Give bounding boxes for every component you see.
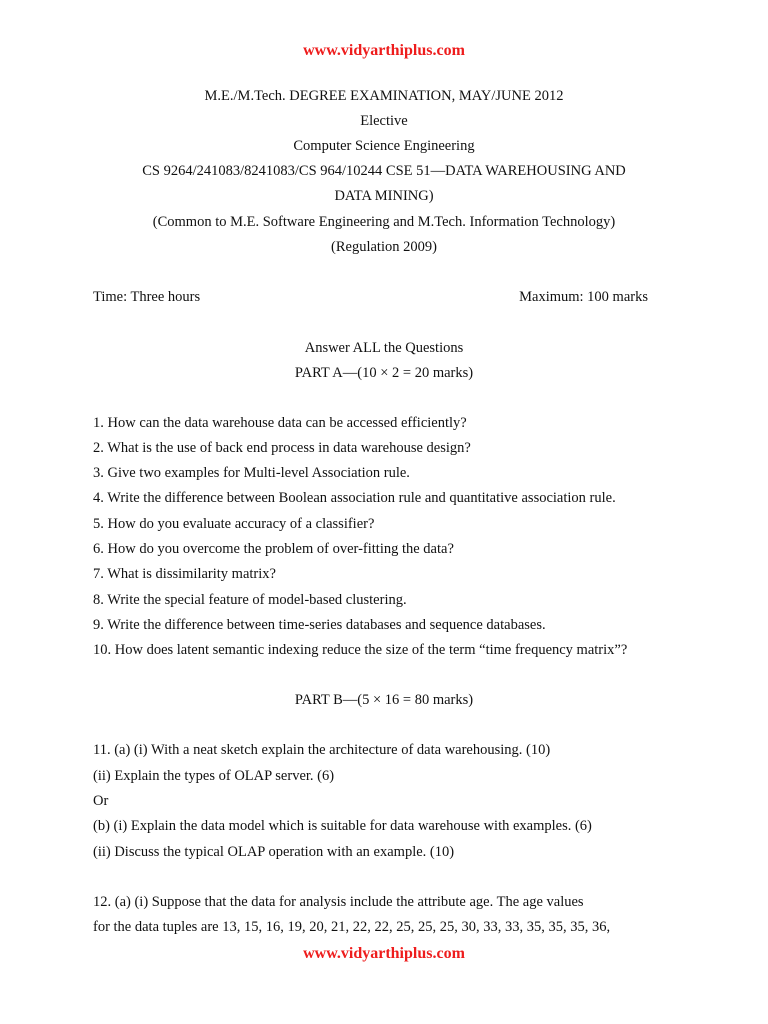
- or-separator: Or: [93, 793, 109, 809]
- question-7: 7. What is dissimilarity matrix?: [93, 566, 276, 582]
- part-a-title: PART A—(10 × 2 = 20 marks): [294, 365, 474, 381]
- question-9: 9. Write the difference between time-series databases and sequence databases.: [93, 617, 546, 633]
- common-note: (Common to M.E. Software Engineering and M.Tech. Information Technology): [152, 214, 616, 230]
- watermark-bottom[interactable]: www.vidyarthiplus.com: [303, 945, 465, 962]
- question-2: 2. What is the use of back end process in data warehouse design?: [93, 440, 471, 456]
- time-allowed: Time: Three hours: [93, 289, 201, 305]
- instruction: Answer ALL the Questions: [304, 340, 464, 356]
- regulation: (Regulation 2009): [331, 239, 437, 255]
- course-code-line-2: DATA MINING): [334, 188, 434, 204]
- question-11a-i: 11. (a) (i) With a neat sketch explain the architecture of data warehousing. (10): [93, 742, 551, 758]
- question-4: 4. Write the difference between Boolean association rule and quantitative association rule.: [93, 490, 616, 506]
- course-code-line-1: CS 9264/241083/8241083/CS 964/10244 CSE 51—DATA WAREHOUSING AND: [142, 163, 626, 179]
- question-11b-ii: (ii) Discuss the typical OLAP operation with an example. (10): [93, 844, 455, 860]
- question-3: 3. Give two examples for Multi-level Association rule.: [93, 465, 410, 481]
- question-10: 10. How does latent semantic indexing reduce the size of the term “time frequency matrix”?: [93, 642, 628, 658]
- question-1: 1. How can the data warehouse data can be accessed efficiently?: [93, 415, 467, 431]
- maximum-marks: Maximum: 100 marks: [519, 289, 648, 305]
- question-6: 6. How do you overcome the problem of over-fitting the data?: [93, 541, 454, 557]
- department: Computer Science Engineering: [293, 138, 475, 154]
- exam-category: Elective: [360, 113, 408, 129]
- question-5: 5. How do you evaluate accuracy of a classifier?: [93, 516, 375, 532]
- exam-title: M.E./M.Tech. DEGREE EXAMINATION, MAY/JUNE 2012: [204, 88, 564, 104]
- question-12a-line-2: for the data tuples are 13, 15, 16, 19, 20, 21, 22, 22, 25, 25, 25, 30, 33, 33, 35, 35, 35, 36,: [93, 919, 611, 935]
- question-11b-i: (b) (i) Explain the data model which is suitable for data warehouse with examples. (6): [93, 818, 592, 834]
- question-12a-line-1: 12. (a) (i) Suppose that the data for analysis include the attribute age. The age values: [93, 894, 584, 910]
- question-11a-ii: (ii) Explain the types of OLAP server. (6): [93, 768, 335, 784]
- question-8: 8. Write the special feature of model-based clustering.: [93, 592, 407, 608]
- watermark-top[interactable]: www.vidyarthiplus.com: [303, 42, 465, 59]
- part-b-title: PART B—(5 × 16 = 80 marks): [294, 692, 474, 708]
